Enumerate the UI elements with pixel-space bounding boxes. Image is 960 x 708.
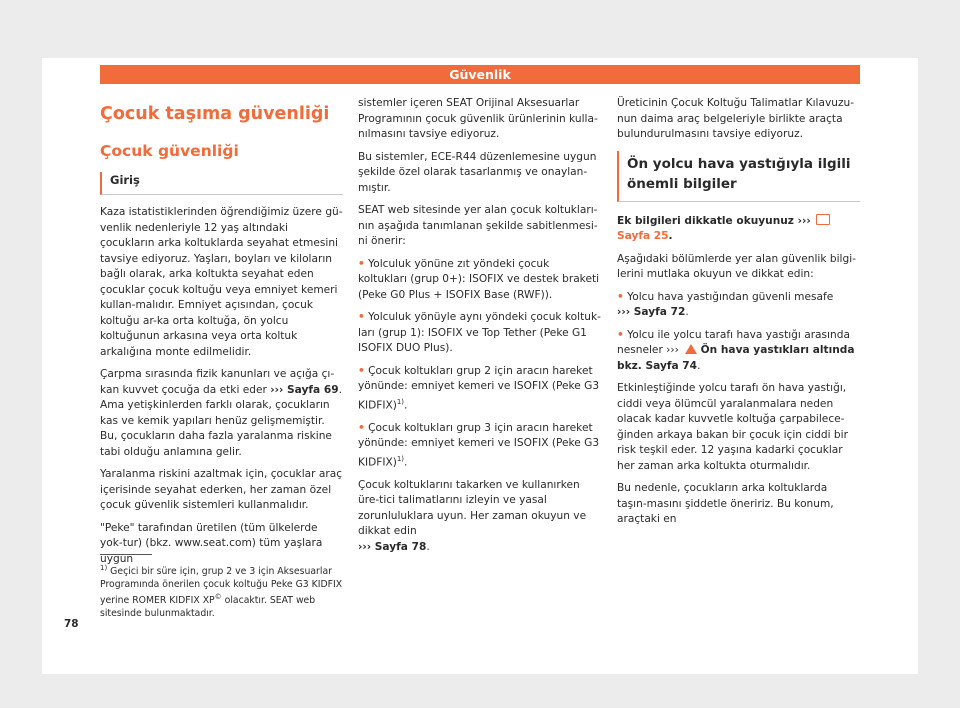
- text: . Ama yetişkinlerden farklı olarak, çocukların kas ve kemik yapıları henüz gelişmemiştir. Bu, çocukların daha fazla yaralanma riskine tabi olduğu anlamına gelir.: [100, 383, 342, 458]
- text: Çocuk koltuklarını takarken ve kullanırken üre-tici talimatlarını izleyin ve yasal zorunluluklara uyun. Her zaman okuyun ve dikkat edin: [358, 478, 587, 538]
- footnote-mark: 1): [396, 397, 405, 406]
- footnote: [100, 562, 350, 620]
- text: Ek bilgileri dikkatle okuyunuz ›››: [617, 214, 811, 227]
- page-reference-link[interactable]: Ön hava yastıkları altında bkz. Sayfa 74: [617, 344, 855, 372]
- list-item-text: Yolculuk yönüyle aynı yöndeki çocuk koltuk-ları (grup 1): ISOFIX ve Top Tether (Peke G1 ISOFIX DUO Plus).: [358, 311, 601, 354]
- paragraph: Aşağıdaki bölümlerde yer alan güvenlik bilgi-lerini mutlaka okuyun ve dikkat edin:: [617, 252, 856, 280]
- list-item-text: Çocuk koltukları grup 2 için aracın hareket yönünde: emniyet kemeri ve ISOFIX (Peke G3 KIDFIX): [358, 364, 600, 412]
- footnote-text: olacaktır. SEAT web sitesinde bulunmaktadır.: [100, 595, 316, 620]
- list-item: • Çocuk koltukları grup 3 için aracın hareket yönünde: emniyet kemeri ve ISOFIX (Peke G3 KIDFIX)$^{1)}$.: [358, 421, 600, 469]
- subsection-heading: Giriş: [100, 172, 343, 195]
- book-icon: [816, 214, 830, 225]
- page-reference-link[interactable]: Sayfa 25: [617, 230, 669, 242]
- column-3: [617, 96, 860, 535]
- list-item: [358, 257, 601, 304]
- page-reference-link[interactable]: ››› Sayfa 69: [270, 383, 339, 396]
- paragraph: SEAT web sitesinde yer alan çocuk koltukları-nın aşağıda tanımlanan şekilde sabitlenmesi-ni önerir:: [358, 204, 598, 247]
- paragraph: Etkinleştiğinde yolcu tarafı ön hava yastığı, ciddi veya ölümcül yaralanmalara neden olacak kadar kuvvetle koltuğa çarpabilece-ğinden arkaya bakan bir çocuk için ciddi bir risk teşkil eder. 12 yaşına kadarki çocuklar her zaman arka koltukta oturmalıdır.: [617, 382, 848, 472]
- list-item: • Yolcu hava yastığından güvenli mesafe ››› Sayfa 72.: [617, 290, 834, 318]
- paragraph: Üreticinin Çocuk Koltuğu Talimatlar Kılavuzu-nun daima araç belgeleriyle birlikte araçta bulundurulmasını tavsiye ediyoruz.: [617, 97, 855, 140]
- footnote-text: Geçici bir süre için, grup 2 ve 3 için Aksesuarlar Programında önerilen çocuk koltuğu Peke G3 KIDFIX yerine ROMER KIDFIX XP: [100, 566, 343, 607]
- paragraph: Yaralanma riskini azaltmak için, çocuklar araç içerisinde seyahat ederken, her zaman özel çocuk güvenlik sistemleri kullanmalıdır.: [100, 468, 343, 511]
- page-title: Çocuk taşıma güvenliği: [100, 104, 330, 124]
- list-item-text: Yolcu ile yolcu tarafı hava yastığı arasında nesneler ›››: [617, 328, 850, 356]
- list-item-text: Yolcu hava yastığından güvenli mesafe: [627, 290, 834, 303]
- page-number: 78: [64, 618, 79, 630]
- footnote-mark: 1): [100, 564, 108, 572]
- footnote-mark: 1): [396, 454, 405, 463]
- list-item-text: Yolculuk yönüne zıt yöndeki çocuk koltukları (grup 0+): ISOFIX ve destek braketi (Peke G0 Plus + ISOFIX Base (RWF)).: [358, 257, 600, 301]
- paragraph: Bu nedenle, çocukların arka koltuklarda taşın-masını şiddetle öneririz. Bu konum, araçtaki en: [617, 482, 834, 525]
- column-2: [358, 96, 601, 562]
- page-reference-link[interactable]: ››› Sayfa 78: [358, 540, 427, 553]
- paragraph: "Peke" tarafından üretilen (tüm ülkelerde yok-tur) (bkz. www.seat.com) tüm yaşlara uygun: [100, 521, 323, 565]
- bullet-icon: •: [358, 364, 365, 377]
- registered-mark: ©: [214, 593, 222, 602]
- warning-icon: [685, 344, 697, 354]
- paragraph: sistemler içeren SEAT Orijinal Aksesuarlar Programının çocuk güvenlik ürünlerinin kulla-nılmasını tavsiye ediyoruz.: [358, 97, 598, 140]
- bullet-icon: •: [358, 311, 365, 323]
- list-item: • Yolcu ile yolcu tarafı hava yastığı arasında nesneler ››› Ön hava yastıkları altında bkz. Sayfa 74.: [617, 328, 855, 372]
- page-reference-link[interactable]: ››› Sayfa 72: [617, 306, 686, 318]
- list-item-text: Çocuk koltukları grup 3 için aracın hareket yönünde: emniyet kemeri ve ISOFIX (Peke G3 KIDFIX): [358, 421, 600, 469]
- paragraph: Bu sistemler, ECE-R44 düzenlemesine uygun şekilde özel olarak tasarlanmış ve onaylan-mıştır.: [358, 150, 597, 194]
- airbag-section-heading: Ön yolcu hava yastığıyla ilgili önemli bilgiler: [617, 151, 860, 202]
- paragraph: [100, 367, 343, 460]
- bullet-icon: •: [358, 257, 365, 270]
- bullet-icon: •: [358, 421, 365, 434]
- text: Çarpma sırasında fizik kanunları ve açığa çı-kan kuvvet çocuğa da etki eder: [100, 368, 335, 396]
- paragraph: Ek bilgileri dikkatle okuyunuz ››› Sayfa 25.: [617, 214, 860, 245]
- paragraph: Çocuk koltuklarını takarken ve kullanırken üre-tici talimatlarını izleyin ve yasal zorunluluklara uyun. Her zaman okuyun ve dikkat edin ››› Sayfa 78.: [358, 478, 587, 553]
- footnote-divider: [100, 554, 152, 555]
- list-item: • Çocuk koltukları grup 2 için aracın hareket yönünde: emniyet kemeri ve ISOFIX (Peke G3 KIDFIX)$^{1)}$.: [358, 364, 600, 412]
- paragraph: Kaza istatistiklerinden öğrendiğimiz üzere gü-venlik nedenleriyle 12 yaş altındaki çocukların arka koltuklarda seyahat etmesini tavsiye ediyoruz. Yaşları, boyları ve kiloların bağlı olarak, arka koltukta seyahat eden çocuklar çocuk koltuğu veya emniyet kemeri kullan-malıdır. Emniyet açısından, çocuk koltuğu ar-ka orta koltuğa, ön yolcu koltuğunun arkasına veya orta koltuk arkalığına monte edilmelidir.: [100, 206, 343, 358]
- bullet-icon: •: [617, 290, 624, 303]
- bullet-icon: •: [617, 328, 624, 341]
- section-title: Çocuk güvenliği: [100, 142, 239, 160]
- column-1: [100, 96, 343, 574]
- section-header: Güvenlik: [100, 65, 860, 84]
- list-item: [358, 310, 601, 357]
